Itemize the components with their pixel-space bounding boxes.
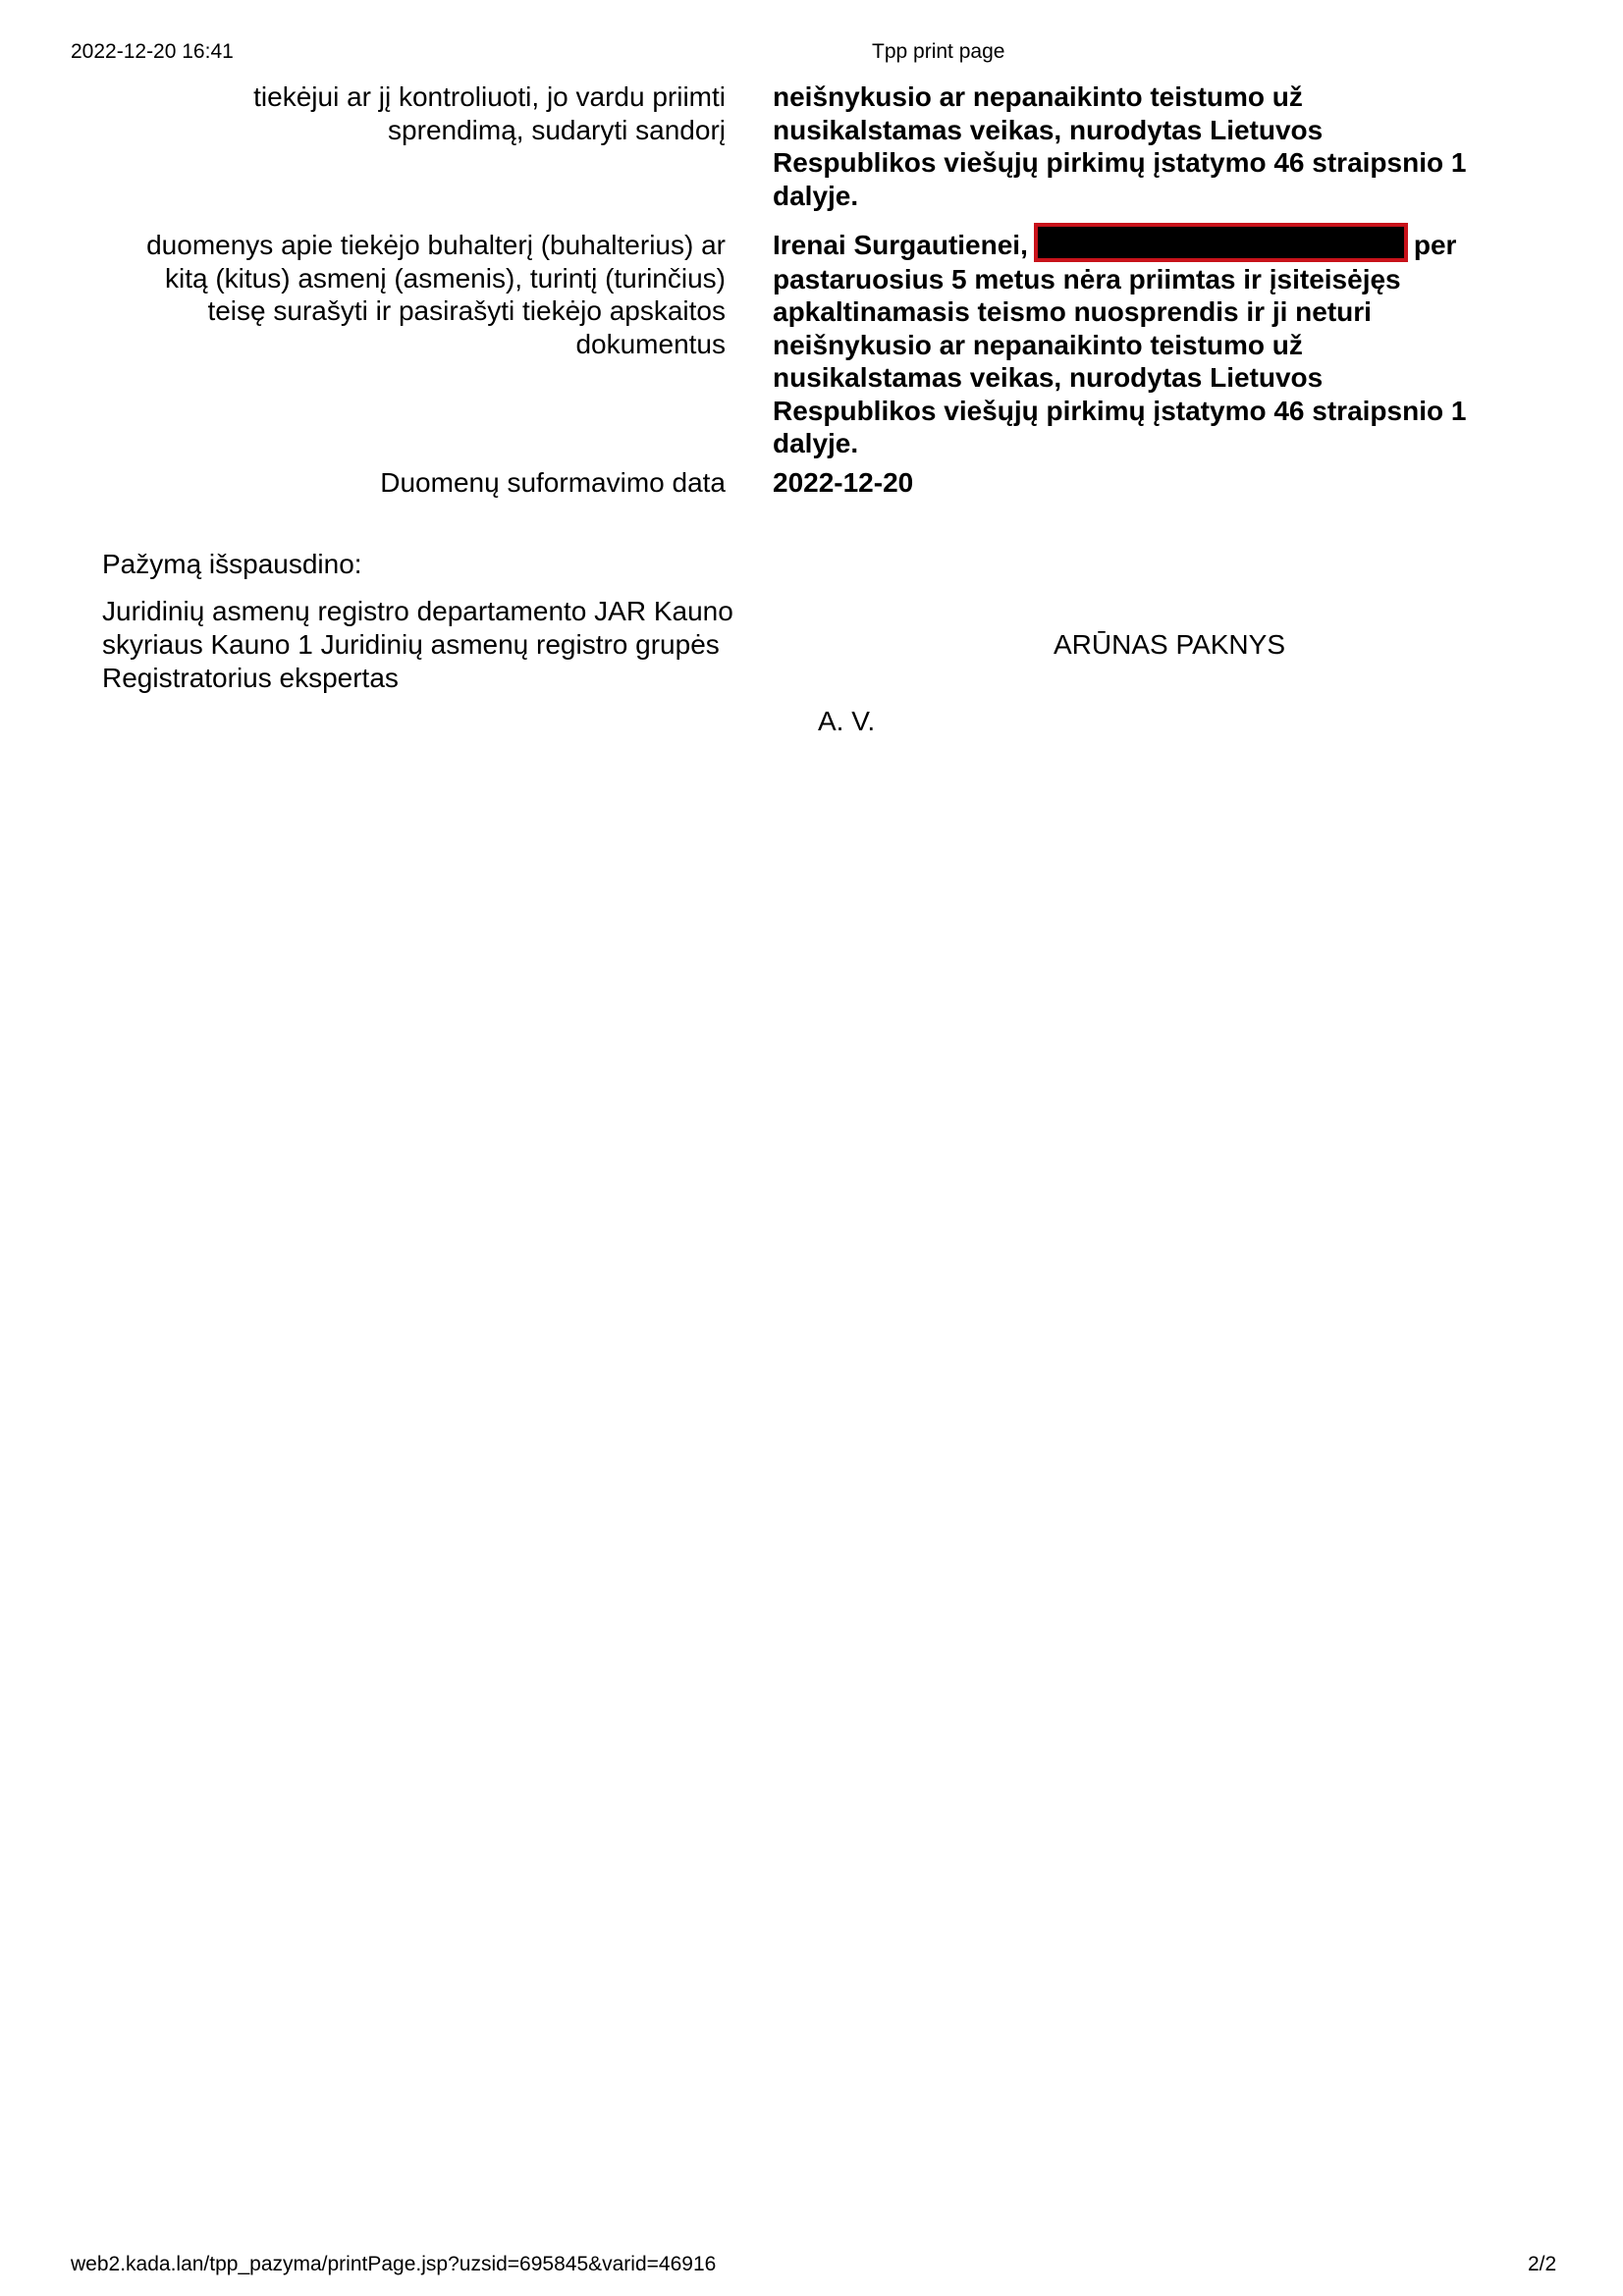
value-line: nusikalstamas veikas, nurodytas Lietuvos	[773, 114, 1324, 145]
value-line: dalyje.	[773, 428, 859, 459]
value-first-line	[773, 229, 1519, 263]
value-line: nusikalstamas veikas, nurodytas Lietuvos	[773, 362, 1324, 394]
value-line: Respublikos viešųjų pirkimų įstatymo 46 straipsnio 1	[773, 147, 1467, 178]
label-line: duomenys apie tiekėjo buhalterį (buhalterius) ar	[146, 230, 726, 260]
value-line: neišnykusio ar nepanaikinto teistumo už	[773, 329, 1303, 360]
footer-url: web2.kada.lan/tpp_pazyma/printPage.jsp?uzsid=695845&varid=46916	[71, 2253, 717, 2275]
field-value-decision-maker	[773, 80, 1519, 212]
signer-name: ARŪNAS PAKNYS	[1054, 629, 1285, 660]
label-line: sprendimą, sudaryti sandorį	[388, 114, 726, 145]
label-line: tiekėjui ar jį kontroliuoti, jo vardu priimti	[253, 81, 726, 112]
department-line: Juridinių asmenų registro departamento JAR Kauno	[102, 596, 733, 626]
print-page-title: Tpp print page	[872, 40, 1005, 63]
label-line: kitą (kitus) asmenį (asmenis), turintį (turinčius)	[164, 262, 726, 294]
stamp-place: A. V.	[818, 706, 876, 736]
label-line: teisę surašyti ir pasirašyti tiekėjo apskaitos	[207, 295, 726, 326]
department-line: Registratorius ekspertas	[102, 663, 399, 693]
field-label-accountant	[97, 229, 726, 360]
print-datetime: 2022-12-20 16:41	[71, 40, 234, 63]
printed-by-label: Pažymą išspausdino:	[102, 549, 362, 579]
field-value-generated-date: 2022-12-20	[773, 467, 914, 498]
value-line: pastaruosius 5 metus nėra priimtas ir įsiteisėjęs	[773, 263, 1401, 294]
value-line: Respublikos viešųjų pirkimų įstatymo 46 straipsnio 1	[773, 395, 1467, 426]
value-word-per: per	[1413, 230, 1457, 260]
printer-department	[102, 595, 809, 695]
accountant-name: Irenai Surgautienei,	[773, 230, 1028, 260]
redaction-box	[1034, 223, 1408, 262]
department-line: skyriaus Kauno 1 Juridinių asmenų registro grupės	[102, 629, 720, 660]
field-value-accountant	[773, 229, 1519, 460]
page-number: 2/2	[1528, 2253, 1557, 2275]
field-label-decision-maker	[97, 80, 726, 146]
field-label-generated-date: Duomenų suformavimo data	[380, 467, 726, 498]
label-line: dokumentus	[575, 328, 726, 359]
value-line: apkaltinamasis teismo nuosprendis ir ji neturi	[773, 296, 1372, 328]
value-line: neišnykusio ar nepanaikinto teistumo už	[773, 81, 1303, 112]
value-line: dalyje.	[773, 180, 859, 211]
